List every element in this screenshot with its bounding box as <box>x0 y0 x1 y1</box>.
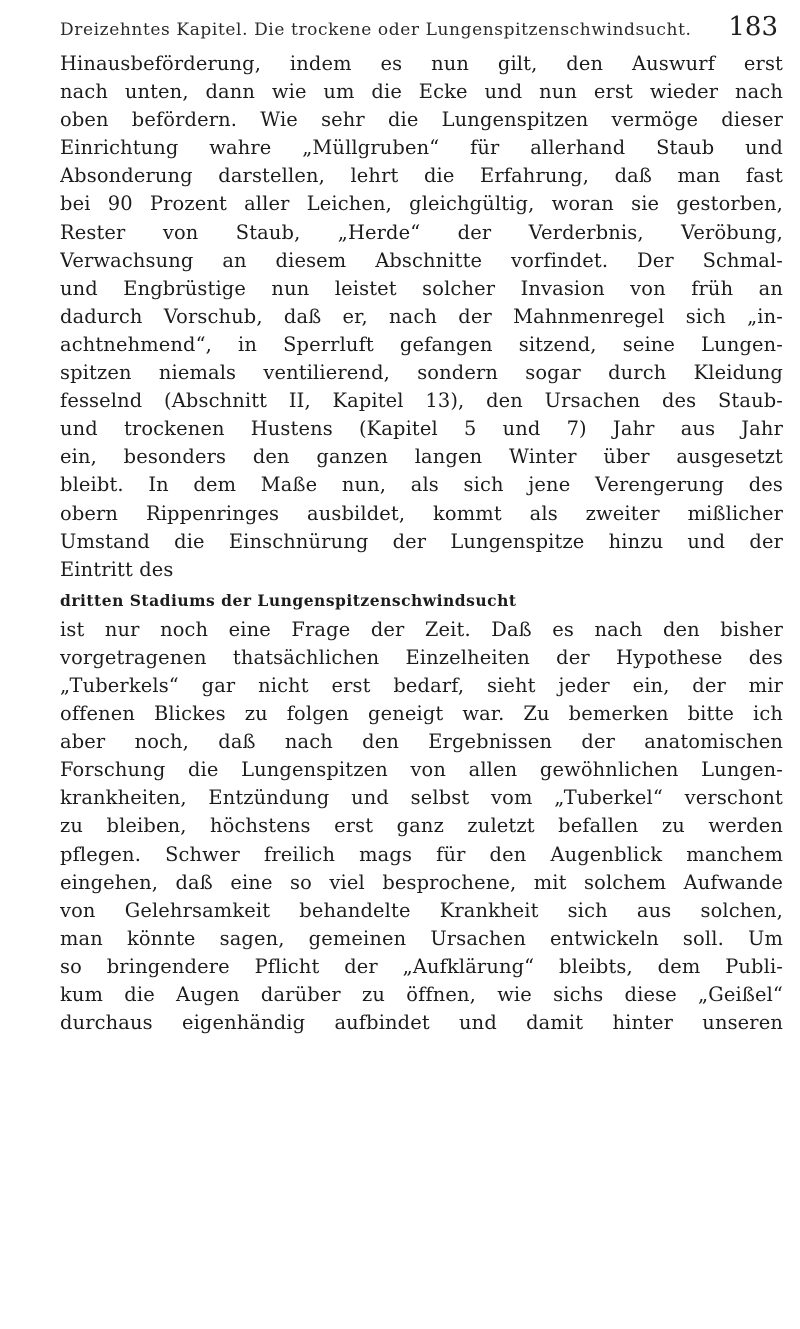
text-line: Verwachsung an diesem Abschnitte vorfindet. Der Schmal- <box>60 248 783 272</box>
text-line: Umstand die Einschnürung der Lungenspitze hinzu und der <box>60 529 783 553</box>
text-line: offenen Blickes zu folgen geneigt war. Zu bemerken bitte ich <box>60 702 783 726</box>
text-line: achtnehmend“, in Sperrluft gefangen sitzend, seine Lungen- <box>60 332 783 356</box>
text-line: Eintritt des <box>60 557 174 581</box>
text-line: oben befördern. Wie sehr die Lungenspitzen vermöge dieser <box>60 108 783 132</box>
text-line: Forschung die Lungenspitzen von allen gewöhnlichen Lungen- <box>60 758 783 782</box>
text-line: ist nur noch eine Frage der Zeit. Daß es nach den bisher <box>60 617 783 641</box>
text-line: „Tuberkels“ gar nicht erst bedarf, sieht jeder ein, der mir <box>60 673 783 697</box>
text-line: eingehen, daß eine so viel besprochene, mit solchem Aufwande <box>60 870 783 894</box>
text-line: krankheiten, Entzündung und selbst vom „Tuberkel“ verschont <box>60 786 783 810</box>
page-number: 183 <box>728 12 778 42</box>
text-line: kum die Augen darüber zu öffnen, wie sichs diese „Geißel“ <box>60 983 783 1006</box>
text-line: ein, besonders den ganzen langen Winter über ausgesetzt <box>60 445 783 469</box>
text-line: bei 90 Prozent aller Leichen, gleichgültig, woran sie gestorben, <box>60 192 783 216</box>
running-head-title: Dreizehntes Kapitel. Die trockene oder Lungenspitzenschwindsucht. <box>60 20 692 40</box>
text-line: spitzen niemals ventilierend, sondern sogar durch Kleidung <box>60 361 783 385</box>
body-text <box>60 50 783 1037</box>
text-line: man könnte sagen, gemeinen Ursachen entwickeln soll. Um <box>60 926 783 950</box>
text-line: zu bleiben, höchstens erst ganz zuletzt befallen zu werden <box>60 814 783 838</box>
text-line: und trockenen Hustens (Kapitel 5 und 7) Jahr aus Jahr <box>60 417 783 441</box>
text-line: Rester von Staub, „Herde“ der Verderbnis, Veröbung, <box>60 220 783 244</box>
text-line: von Gelehrsamkeit behandelte Krankheit sich aus solchen, <box>60 898 783 922</box>
text-line: durchaus eigenhändig aufbindet und damit hinter unseren <box>60 1011 783 1035</box>
section-heading: dritten Stadiums der Lungenspitzenschwindsucht <box>60 590 517 610</box>
text-line: Einrichtung wahre „Müllgruben“ für allerhand Staub und <box>60 136 783 160</box>
text-line: bleibt. In dem Maße nun, als sich jene Verengerung des <box>60 473 783 497</box>
text-line: dadurch Vorschub, daß er, nach der Mahnmenregel sich „in- <box>60 304 783 328</box>
text-line: nach unten, dann wie um die Ecke und nun erst wieder nach <box>60 80 783 104</box>
text-line: pflegen. Schwer freilich mags für den Augenblick manchem <box>60 842 783 866</box>
text-line: obern Rippenringes ausbildet, kommt als zweiter mißlicher <box>60 501 783 525</box>
text-line: aber noch, daß nach den Ergebnissen der anatomischen <box>60 730 783 754</box>
text-line: Hinausbeförderung, indem es nun gilt, den Auswurf erst <box>60 52 783 75</box>
text-line: so bringendere Pflicht der „Aufklärung“ bleibts, dem Publi- <box>60 954 783 978</box>
text-line: Absonderung darstellen, lehrt die Erfahrung, daß man fast <box>60 164 783 188</box>
text-line: und Engbrüstige nun leistet solcher Invasion von früh an <box>60 276 783 300</box>
text-line: fesselnd (Abschnitt II, Kapitel 13), den Ursachen des Staub- <box>60 389 783 413</box>
running-head <box>60 10 778 40</box>
text-line: vorgetragenen thatsächlichen Einzelheiten der Hypothese des <box>60 645 783 669</box>
